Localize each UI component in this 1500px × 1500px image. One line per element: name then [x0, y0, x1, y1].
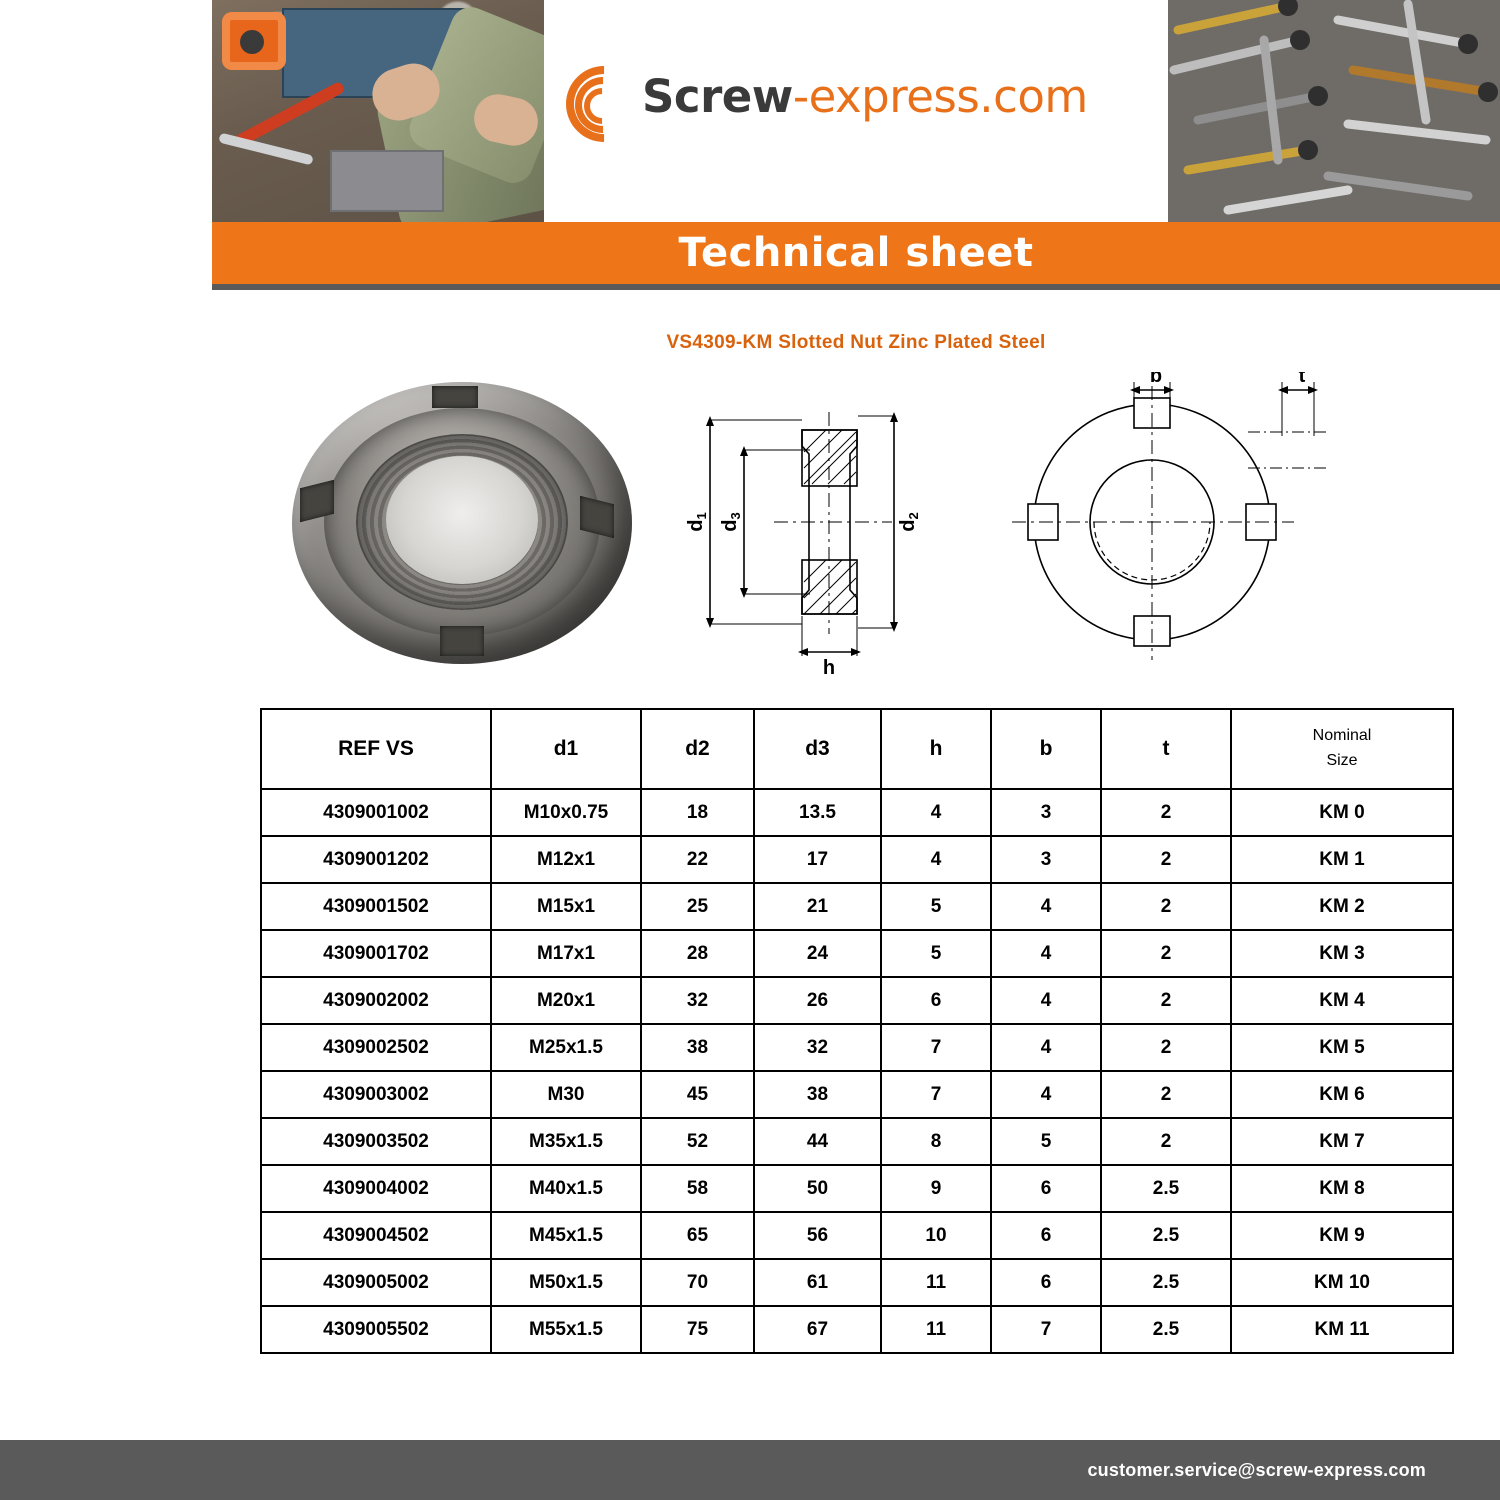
label-d2: $d_2$	[897, 512, 921, 532]
cell-nominal: KM 6	[1231, 1071, 1453, 1118]
nominal-line-1: Nominal	[1312, 727, 1372, 745]
spec-table-head	[261, 709, 1453, 789]
cell-d2: 52	[641, 1118, 754, 1165]
cell-t: 2	[1101, 1071, 1231, 1118]
col-header-d2: d2	[641, 709, 754, 789]
cell-ref: 4309001002	[261, 789, 491, 836]
cell-d1: M55x1.5	[491, 1306, 641, 1353]
cell-h: 7	[881, 1024, 991, 1071]
table-row	[261, 1212, 1453, 1259]
header-banner	[212, 0, 1500, 222]
table-row	[261, 883, 1453, 930]
cell-t: 2	[1101, 836, 1231, 883]
cell-b: 5	[991, 1118, 1101, 1165]
cell-d1: M12x1	[491, 836, 641, 883]
label-d3: $d_3$	[719, 512, 743, 532]
cell-t: 2.5	[1101, 1212, 1231, 1259]
cell-d3: 44	[754, 1118, 881, 1165]
cell-d3: 17	[754, 836, 881, 883]
cell-h: 4	[881, 789, 991, 836]
spec-table	[260, 708, 1454, 1354]
cell-d3: 32	[754, 1024, 881, 1071]
col-header-b: b	[991, 709, 1101, 789]
table-row	[261, 1306, 1453, 1353]
cell-d3: 56	[754, 1212, 881, 1259]
cell-t: 2	[1101, 789, 1231, 836]
cell-h: 11	[881, 1259, 991, 1306]
table-row	[261, 1118, 1453, 1165]
table-row	[261, 789, 1453, 836]
cell-ref: 4309004002	[261, 1165, 491, 1212]
cell-d3: 26	[754, 977, 881, 1024]
cell-d2: 22	[641, 836, 754, 883]
cell-d2: 65	[641, 1212, 754, 1259]
cell-d1: M50x1.5	[491, 1259, 641, 1306]
cell-d2: 45	[641, 1071, 754, 1118]
cell-nominal: KM 4	[1231, 977, 1453, 1024]
cell-ref: 4309001202	[261, 836, 491, 883]
cell-d2: 18	[641, 789, 754, 836]
table-row	[261, 977, 1453, 1024]
brand-name-dark: Screw	[642, 69, 793, 123]
cell-t: 2	[1101, 930, 1231, 977]
cell-nominal: KM 2	[1231, 883, 1453, 930]
cell-ref: 4309005002	[261, 1259, 491, 1306]
cell-d3: 21	[754, 883, 881, 930]
col-header-nominal-size	[1231, 709, 1453, 789]
technical-sheet-title-bar	[212, 222, 1500, 284]
spec-table-wrap	[260, 708, 1452, 1354]
cell-ref: 4309002002	[261, 977, 491, 1024]
screws-photo	[1168, 0, 1500, 222]
cell-b: 4	[991, 1071, 1101, 1118]
cell-nominal: KM 0	[1231, 789, 1453, 836]
label-t: t	[1298, 372, 1306, 387]
cell-d3: 13.5	[754, 789, 881, 836]
footer-bar	[212, 1440, 1500, 1500]
product-photo	[282, 374, 652, 674]
cell-nominal: KM 5	[1231, 1024, 1453, 1071]
product-title: VS4309-KM Slotted Nut Zinc Plated Steel	[666, 332, 1046, 353]
col-header-ref: REF VS	[261, 709, 491, 789]
cell-h: 6	[881, 977, 991, 1024]
cell-t: 2.5	[1101, 1259, 1231, 1306]
spec-table-body	[261, 789, 1453, 1353]
cell-b: 4	[991, 930, 1101, 977]
cell-d3: 24	[754, 930, 881, 977]
cell-b: 4	[991, 977, 1101, 1024]
nominal-line-2: Size	[1326, 752, 1358, 769]
cell-b: 4	[991, 1024, 1101, 1071]
footer-left-accent	[0, 1440, 212, 1500]
cell-nominal: KM 10	[1231, 1259, 1453, 1306]
cell-ref: 4309001702	[261, 930, 491, 977]
label-h: h	[822, 657, 836, 679]
cell-d2: 25	[641, 883, 754, 930]
cell-t: 2	[1101, 1118, 1231, 1165]
cell-nominal: KM 1	[1231, 836, 1453, 883]
cell-d2: 58	[641, 1165, 754, 1212]
cell-d1: M40x1.5	[491, 1165, 641, 1212]
col-header-d1: d1	[491, 709, 641, 789]
cell-d3: 50	[754, 1165, 881, 1212]
workbench-photo	[212, 0, 544, 222]
wrench-icon	[218, 133, 314, 166]
sheet-body	[212, 0, 1500, 1500]
cell-d3: 61	[754, 1259, 881, 1306]
cell-ref: 4309004502	[261, 1212, 491, 1259]
col-header-t: t	[1101, 709, 1231, 789]
cell-ref: 4309005502	[261, 1306, 491, 1353]
cell-d1: M30	[491, 1071, 641, 1118]
cell-d3: 38	[754, 1071, 881, 1118]
dimension-drawings	[682, 372, 1442, 682]
cell-d2: 28	[641, 930, 754, 977]
cell-d1: M45x1.5	[491, 1212, 641, 1259]
cell-h: 5	[881, 883, 991, 930]
table-row	[261, 930, 1453, 977]
cell-nominal: KM 8	[1231, 1165, 1453, 1212]
table-row	[261, 1259, 1453, 1306]
screws-photo-art	[1168, 0, 1500, 222]
cell-d2: 32	[641, 977, 754, 1024]
brand-name-orange: -express.com	[792, 69, 1088, 123]
cell-h: 10	[881, 1212, 991, 1259]
technical-drawings	[682, 372, 1442, 682]
cell-t: 2	[1101, 977, 1231, 1024]
brand-logo	[564, 66, 1088, 126]
label-b: b	[1149, 372, 1163, 387]
title-divider	[212, 284, 1500, 290]
table-row	[261, 1024, 1453, 1071]
cell-h: 5	[881, 930, 991, 977]
cell-h: 4	[881, 836, 991, 883]
figures-row	[212, 372, 1500, 692]
cell-b: 6	[991, 1165, 1101, 1212]
cell-d2: 75	[641, 1306, 754, 1353]
cell-b: 3	[991, 836, 1101, 883]
cell-ref: 4309003002	[261, 1071, 491, 1118]
cell-ref: 4309002502	[261, 1024, 491, 1071]
brand-wordmark	[642, 70, 1088, 123]
cell-nominal: KM 7	[1231, 1118, 1453, 1165]
table-row	[261, 1165, 1453, 1212]
cell-t: 2.5	[1101, 1306, 1231, 1353]
cell-h: 8	[881, 1118, 991, 1165]
table-header-row	[261, 709, 1453, 789]
cell-nominal: KM 3	[1231, 930, 1453, 977]
swoosh-icon	[564, 66, 632, 126]
logo-area	[544, 0, 1168, 222]
technical-sheet-title: Technical sheet	[678, 230, 1034, 276]
cell-d3: 67	[754, 1306, 881, 1353]
cell-d1: M15x1	[491, 883, 641, 930]
cell-d1: M20x1	[491, 977, 641, 1024]
label-d1: $d_1$	[685, 512, 709, 532]
cell-ref: 4309003502	[261, 1118, 491, 1165]
cell-t: 2	[1101, 883, 1231, 930]
cell-b: 4	[991, 883, 1101, 930]
cell-d2: 38	[641, 1024, 754, 1071]
cell-b: 6	[991, 1212, 1101, 1259]
cell-ref: 4309001502	[261, 883, 491, 930]
cell-h: 11	[881, 1306, 991, 1353]
cell-t: 2.5	[1101, 1165, 1231, 1212]
cell-d1: M17x1	[491, 930, 641, 977]
cell-b: 7	[991, 1306, 1101, 1353]
cell-nominal: KM 9	[1231, 1212, 1453, 1259]
cell-d1: M25x1.5	[491, 1024, 641, 1071]
table-row	[261, 836, 1453, 883]
screw-box	[330, 150, 444, 212]
cell-b: 6	[991, 1259, 1101, 1306]
cell-d1: M35x1.5	[491, 1118, 641, 1165]
cell-nominal: KM 11	[1231, 1306, 1453, 1353]
tape-measure-icon	[222, 12, 286, 70]
cell-t: 2	[1101, 1024, 1231, 1071]
col-header-d3: d3	[754, 709, 881, 789]
cell-h: 7	[881, 1071, 991, 1118]
cell-d2: 70	[641, 1259, 754, 1306]
cell-d1: M10x0.75	[491, 789, 641, 836]
cell-h: 9	[881, 1165, 991, 1212]
footer-email: customer.service@screw-express.com	[1087, 1459, 1426, 1480]
col-header-h: h	[881, 709, 991, 789]
table-row	[261, 1071, 1453, 1118]
cell-b: 3	[991, 789, 1101, 836]
